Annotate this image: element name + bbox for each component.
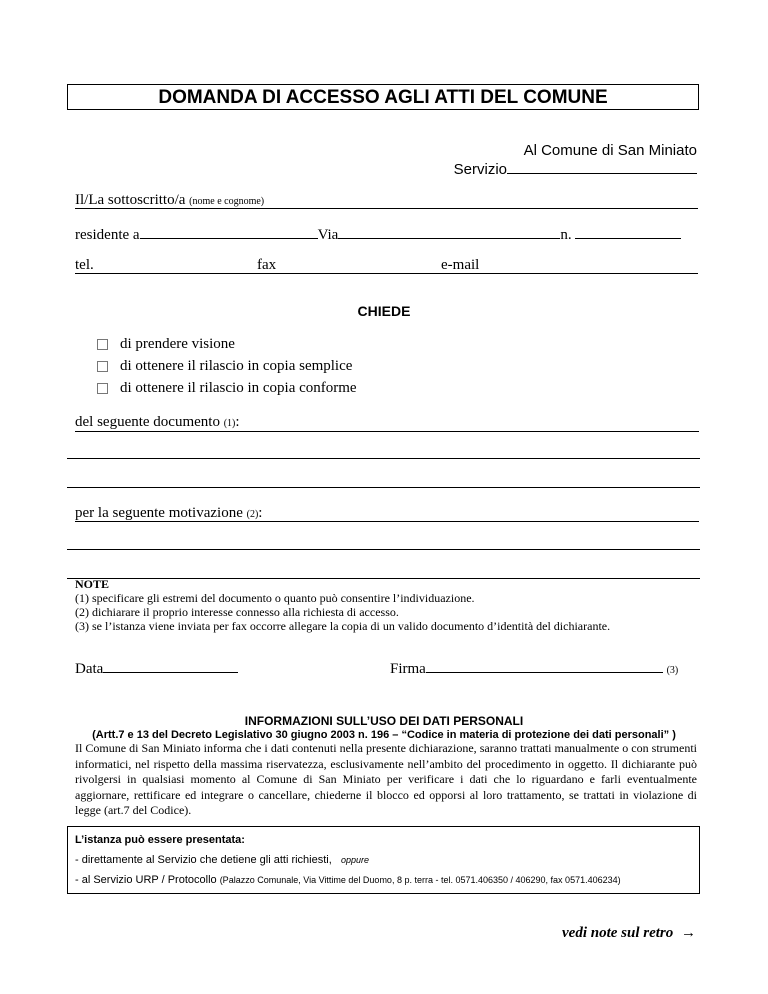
date-label: Data <box>75 661 104 677</box>
date-underline <box>103 660 238 673</box>
recipient-line: Al Comune di San Miniato <box>523 142 697 159</box>
signature-ref: (3) <box>666 665 679 676</box>
notes-section <box>75 577 610 633</box>
date-field[interactable] <box>75 660 238 678</box>
document-field[interactable]: del seguente documento (1): <box>75 414 240 430</box>
document-ref: (1) <box>223 418 236 429</box>
number-label: n. <box>560 227 572 243</box>
request-heading: CHIEDE <box>357 303 411 319</box>
footer-text: vedi note sul retro <box>562 925 674 941</box>
option-label: di ottenere il rilascio in copia semplice <box>120 358 353 374</box>
note-item: (1) specificare gli estremi del documento o quanto può consentire l’individuazione. <box>75 591 475 605</box>
option-certified-copy[interactable] <box>97 380 357 397</box>
motivation-label: per la seguente motivazione <box>75 505 243 521</box>
residence-field[interactable] <box>75 226 681 244</box>
name-hint: (nome e cognome) <box>189 196 265 207</box>
service-label: Servizio <box>453 161 507 178</box>
submission-option-direct: - direttamente al Servizio che detiene gli atti richiesti, oppure <box>75 854 369 866</box>
street-label: Via <box>317 227 339 243</box>
contacts-line[interactable] <box>75 273 698 274</box>
email-label: e-mail <box>441 257 480 273</box>
checkbox-icon[interactable] <box>97 361 108 372</box>
signature-field[interactable] <box>390 660 678 678</box>
checkbox-icon[interactable] <box>97 339 108 350</box>
document-line <box>75 431 699 432</box>
footer-note <box>562 925 696 942</box>
signature-underline <box>426 660 663 673</box>
notes-header: NOTE <box>75 577 110 591</box>
note-item: (2) dichiarare il proprio interesse connesso alla richiesta di accesso. <box>75 605 399 619</box>
option-label: di prendere visione <box>120 336 235 352</box>
submission-option-urp: - al Servizio URP / Protocollo (Palazzo Comunale, Via Vittime del Duomo, 8 p. terra - tel. 0571.406350 / 406290, fax 0571.406234) <box>75 874 621 886</box>
motivation-line[interactable] <box>67 549 700 550</box>
privacy-subtitle: (Artt.7 e 13 del Decreto Legislativo 30 giugno 2003 n. 196 – “Codice in materia di protezione dei dati personali” ) <box>92 729 676 741</box>
service-field[interactable] <box>454 161 697 178</box>
submission-header: L’istanza può essere presentata: <box>75 834 245 846</box>
document-line[interactable] <box>67 487 700 488</box>
motivation-ref: (2) <box>246 509 259 520</box>
residence-label: residente a <box>75 227 140 243</box>
name-line <box>75 208 698 209</box>
submission-or: oppure <box>340 855 369 865</box>
page-title: DOMANDA DI ACCESSO AGLI ATTI DEL COMUNE <box>67 84 699 110</box>
option-label: di ottenere il rilascio in copia conforme <box>120 380 357 396</box>
residence-underline <box>140 226 318 239</box>
option-simple-copy[interactable] <box>97 358 352 375</box>
name-field[interactable] <box>75 192 264 209</box>
right-arrow-icon: → <box>681 925 696 941</box>
fax-label: fax <box>257 257 277 273</box>
document-line[interactable] <box>67 458 700 459</box>
privacy-body: Il Comune di San Miniato informa che i dati contenuti nella presente dichiarazione, saranno trattati manualmente o con strumenti informatici, nel rispetto della massima riservatezza, esclusivamente nell’ambito del procedimento in oggetto. Il dichiarante può rivolgersi in qualsiasi momento al Comune di San Miniato per verificare i dati che lo riguardano e farli eventualmente aggiornare, rettificare ed integrare o cancellare, chiederne il blocco ed opporsi al loro trattamento, se trattati in violazione di legge (art.7 del Codice). <box>75 741 697 817</box>
phone-label: tel. <box>75 257 94 273</box>
name-label: Il/La sottoscritto/a <box>75 192 186 208</box>
note-item: (3) se l’istanza viene inviata per fax occorre allegare la copia di un valido documento d’identità del dichiarante. <box>75 619 611 633</box>
number-underline <box>575 226 681 239</box>
street-underline <box>338 226 560 239</box>
motivation-field[interactable]: per la seguente motivazione (2): <box>75 505 263 521</box>
signature-label: Firma <box>390 661 426 677</box>
document-label: del seguente documento <box>75 414 220 430</box>
service-underline <box>507 161 697 174</box>
option-view[interactable] <box>97 336 235 353</box>
submission-detail: (Palazzo Comunale, Via Vittime del Duomo, 8 p. terra - tel. 0571.406350 / 406290, fax 0571.406234) <box>219 875 621 885</box>
motivation-line <box>75 521 699 522</box>
submission-box <box>67 826 700 894</box>
privacy-title: INFORMAZIONI SULL’USO DEI DATI PERSONALI <box>244 714 524 728</box>
checkbox-icon[interactable] <box>97 383 108 394</box>
